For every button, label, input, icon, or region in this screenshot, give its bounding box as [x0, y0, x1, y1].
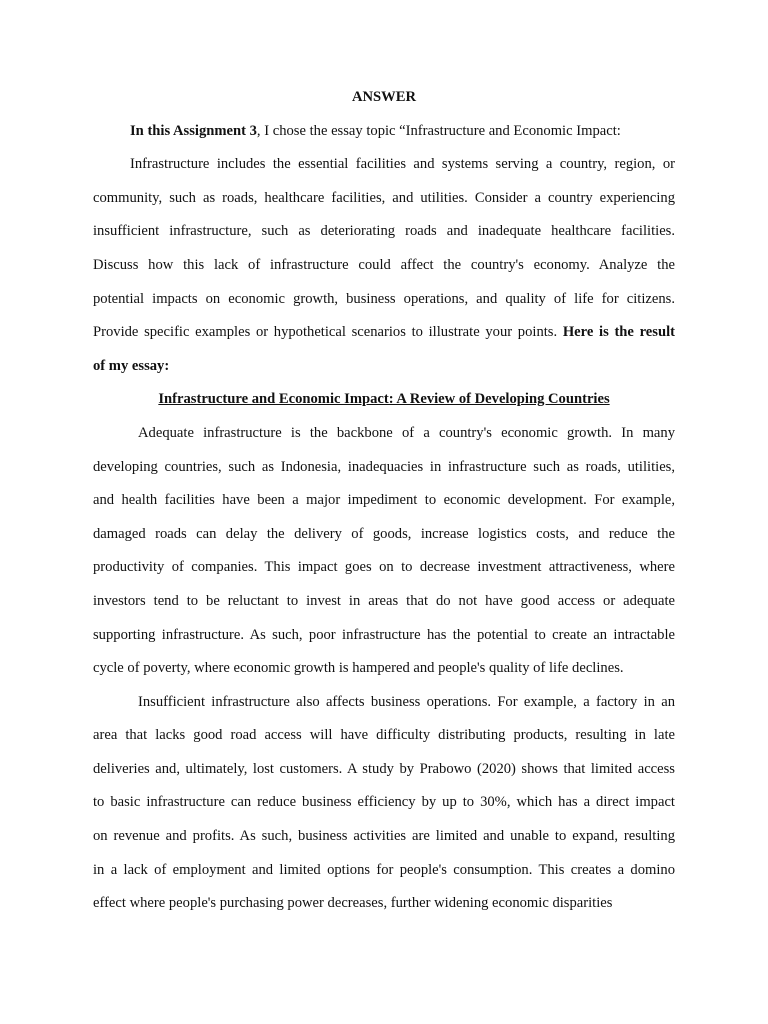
paragraph2-line: deliveries and, ultimately, lost customers. A study by Prabowo (2020) shows that limited access: [93, 760, 675, 777]
paragraph2-line: area that lacks good road access will have difficulty distributing products, resulting in late: [93, 727, 675, 744]
paragraph2-line: to basic infrastructure can reduce business efficiency by up to 30%, which has a direct impact: [93, 794, 675, 811]
intro-closing-bold: of my essay:: [93, 357, 170, 374]
document-page: [93, 86, 675, 926]
paragraph1-line: productivity of companies. This impact goes on to decrease investment attractiveness, where: [93, 559, 675, 576]
paragraph2-line: Insufficient infrastructure also affects business operations. For example, a factory in an: [138, 693, 675, 710]
essay-heading-line: [93, 388, 675, 422]
paragraph2-line: in a lack of employment and limited options for people's consumption. This creates a domino: [93, 861, 675, 878]
paragraph1-line: cycle of poverty, where economic growth is hampered and people's quality of life declines.: [93, 660, 624, 677]
intro-first-line: [93, 120, 675, 154]
paragraph2-line: on revenue and profits. As such, business activities are limited and unable to expand, resulting: [93, 828, 675, 845]
paragraph2-line: effect where people's purchasing power decreases, further widening economic disparities: [93, 895, 613, 912]
intro-line: Infrastructure includes the essential facilities and systems serving a country, region, or: [130, 156, 675, 173]
intro-last-bold: Here is the result: [562, 324, 675, 341]
intro-line: Discuss how this lack of infrastructure could affect the country's economy. Analyze the: [93, 256, 675, 273]
essay-heading: Infrastructure and Economic Impact: A Review of Developing Countries: [158, 391, 610, 408]
intro-line: community, such as roads, healthcare facilities, and utilities. Consider a country experiencing: [93, 189, 675, 206]
document-title: ANSWER: [351, 89, 417, 105]
paragraph1-line: investors tend to be reluctant to invest in areas that do not have good access or adequate: [93, 592, 675, 609]
intro-line: insufficient infrastructure, such as deteriorating roads and inadequate healthcare facilities.: [93, 223, 675, 240]
paragraph1-line: developing countries, such as Indonesia, inadequacies in infrastructure such as roads, utilities,: [93, 458, 675, 475]
intro-last-line: [93, 321, 675, 355]
intro-last-normal: Provide specific examples or hypothetical scenarios to illustrate your points.: [93, 324, 563, 341]
paragraph1-line: Adequate infrastructure is the backbone of a country's economic growth. In many: [138, 424, 675, 441]
intro-lead-bold: In this Assignment 3: [130, 122, 257, 139]
intro-line: potential impacts on economic growth, business operations, and quality of life for citizens.: [93, 290, 675, 307]
paragraph1-line: and health facilities have been a major impediment to economic development. For example,: [93, 492, 675, 509]
paragraph1-line: damaged roads can delay the delivery of goods, increase logistics costs, and reduce the: [93, 525, 675, 542]
intro-lead-rest: , I chose the essay topic “Infrastructure and Economic Impact:: [256, 122, 621, 139]
intro-closing-line: [93, 355, 675, 389]
paragraph1-line: supporting infrastructure. As such, poor infrastructure has the potential to create an intractable: [93, 626, 675, 643]
